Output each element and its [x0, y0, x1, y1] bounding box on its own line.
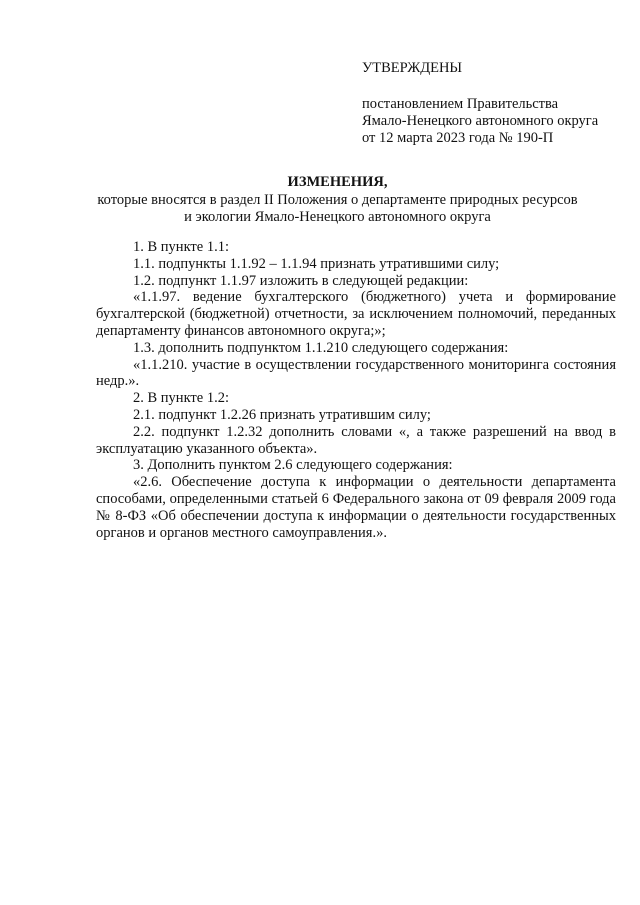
paragraph-9: 2.2. подпункт 1.2.32 дополнить словами «, а также разрешений на ввод в эксплуатацию указанного объекта».	[96, 423, 616, 457]
paragraph-2: 1.1. подпункты 1.1.92 – 1.1.94 признать утратившими силу;	[133, 255, 500, 272]
approval-line-1: постановлением Правительства	[362, 96, 559, 112]
approval-block	[362, 60, 622, 147]
paragraph-10: 3. Дополнить пунктом 2.6 следующего содержания:	[133, 457, 453, 474]
approval-heading: УТВЕРЖДЕНЫ	[362, 60, 463, 76]
approval-line-2: Ямало-Ненецкого автономного округа	[362, 113, 599, 129]
paragraph-5: 1.3. дополнить подпунктом 1.1.210 следующего содержания:	[133, 339, 509, 356]
paragraph-7: 2. В пункте 1.2:	[133, 390, 229, 407]
document-body	[96, 239, 616, 541]
document-title: ИЗМЕНЕНИЯ,	[287, 174, 388, 190]
paragraph-3: 1.2. подпункт 1.1.97 изложить в следующей редакции:	[133, 272, 469, 289]
document-subtitle-line-2: и экологии Ямало-Ненецкого автономного округа	[184, 209, 491, 225]
paragraph-8: 2.1. подпункт 1.2.26 признать утратившим силу;	[133, 406, 431, 423]
paragraph-1: 1. В пункте 1.1:	[133, 239, 229, 255]
paragraph-11: «2.6. Обеспечение доступа к информации о деятельности департамента способами, определенными статьей 6 Федерального закона от 09 февраля 2009 года № 8-ФЗ «Об обеспечении доступа к информации о деятельности государственных органов и органов местного самоуправления.».	[96, 474, 616, 541]
paragraph-6: «1.1.210. участие в осуществлении государственного мониторинга состояния недр.».	[96, 356, 616, 390]
paragraph-4: «1.1.97. ведение бухгалтерского (бюджетного) учета и формирование бухгалтерской (бюджетной) отчетности, за исключением полномочий, переданных департаменту финансов автономного округа;»;	[96, 289, 616, 339]
document-subtitle-line-1: которые вносятся в раздел II Положения о департаменте природных ресурсов	[97, 192, 578, 208]
document-title-block	[60, 174, 615, 226]
approval-line-3: от 12 марта 2023 года № 190-П	[362, 130, 554, 146]
